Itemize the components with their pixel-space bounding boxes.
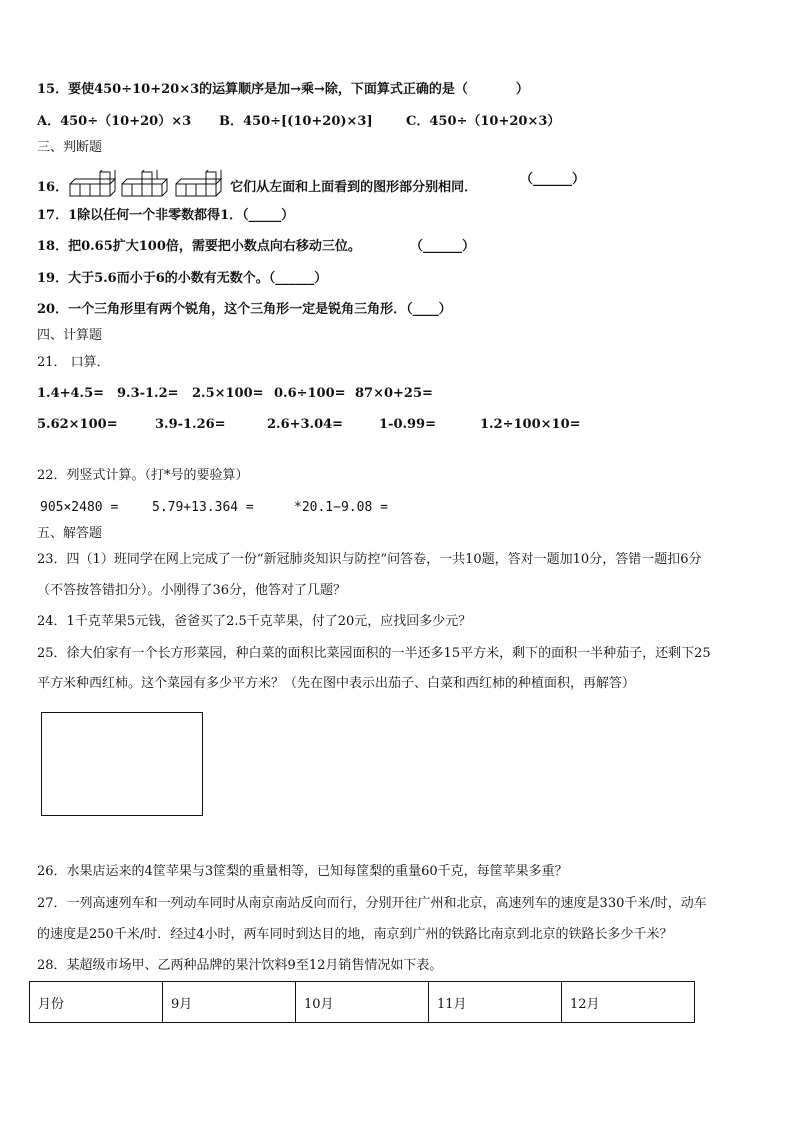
cube-figures-image [68,170,228,205]
table-header-cell: 9月 [163,982,296,1023]
q27-line1: 27．一列高速列车和一列动车同时从南京南站反向而行，分别开往广州和北京，高速列车的速度是330千米/时，动车 [37,896,707,911]
q21-row2-item: 1.2÷100×10= [480,417,581,432]
q21-row1-item: 9.3-1.2= [117,386,179,401]
q21-row1-item: 87×0+25= [355,386,433,401]
q21-row1-item: 1.4+4.5= [37,386,105,401]
q18-answer-blank[interactable]: （______） [410,239,476,254]
q28-stem: 28．某超级市场甲、乙两种品牌的果汁饮料9至12月销售情况如下表。 [37,958,443,973]
garden-rectangle-figure [41,712,203,816]
q15-option-b-row [219,114,373,130]
q21-title: 21． 口算． [37,355,110,370]
q19-stem: 19．大于5.6而小于6的小数有无数个。（______） [37,271,328,286]
q23-line1: 23．四（1）班同学在网上完成了一份“新冠肺炎知识与防控”问答卷，一共10题，答对一题加10分，答错一题扣6分 [37,552,702,567]
q21-row1-item: 0.6÷100= [274,386,346,401]
q15-option-c: C．450÷（10+20×3） [406,114,561,129]
q21-row2-item: 2.6+3.04= [267,417,344,432]
q22-item: 5.79+13.364 = [152,500,254,515]
q15-stem [37,82,529,98]
q15-text: 15．要使450÷10+20×3的运算顺序是加→乘→除，下面算式正确的是（ [37,82,468,97]
q18-stem [37,239,361,255]
q20-stem: 20．一个三角形里有两个锐角，这个三角形一定是锐角三角形．（____） [37,302,452,317]
q16-stem [37,170,477,205]
q25-line2: 平方米种西红柿。这个菜园有多少平方米？（先在图中表示出茄子、白菜和西红柿的种植面积，再解答） [37,676,636,691]
q25-line1: 25．徐大伯家有一个长方形菜园，种白菜的面积比菜园面积的一半还多15平方米，剩下的面积一半种茄子，还剩下25 [37,646,711,661]
q15-option-c-row [406,114,560,130]
q15-option-a: A．450÷（10+20）×3 [37,114,192,129]
q18-paren-row [410,239,475,255]
q22-item: 905×2480 = [40,500,119,515]
q26-stem: 26．水果店运来的4筐苹果与3筐梨的重量相等，已知每筐梨的重量60千克，每筐苹果多重？ [37,864,568,879]
sales-table [29,981,695,1023]
table-header-cell: 12月 [562,982,695,1023]
section-4-heading: 四、计算题 [37,328,103,343]
table-header-cell: 月份 [30,982,163,1023]
table-header-cell: 11月 [429,982,562,1023]
q16-paren-row [520,172,585,188]
q15-options [37,114,191,130]
q22-item: *20.1−9.08 = [294,500,388,515]
q18-text: 18．把0.65扩大100倍，需要把小数点向右移动三位。 [37,239,361,254]
q21-row2-item: 3.9-1.26= [155,417,226,432]
q23-line2: （不答按答错扣分）。小刚得了36分，他答对了几题？ [37,583,347,598]
q15-close-paren: ） [515,82,529,97]
table-header-cell: 10月 [296,982,429,1023]
table-row [30,982,695,1023]
q15-option-b: B．450÷[(10+20)×3] [219,114,373,129]
q24-stem: 24．1千克苹果5元钱，爸爸买了2.5千克苹果，付了20元，应找回多少元？ [37,614,472,629]
q21-row1-item: 2.5×100= [192,386,264,401]
q27-line2: 的速度是250千米/时．经过4小时，两车同时到达目的地，南京到广州的铁路比南京到北京的铁路长多少千米？ [37,927,673,942]
q21-row2-item: 1-0.99= [379,417,436,432]
q22-title: 22．列竖式计算。（打*号的要验算） [37,468,249,483]
section-5-heading: 五、解答题 [37,526,103,541]
q16-answer-blank[interactable]: （______） [520,172,586,187]
section-3-heading: 三、判断题 [37,140,103,155]
q21-row2-item: 5.62×100= [37,417,118,432]
q16-number: 16． [37,180,69,195]
q16-text: 它们从左面和上面看到的图形部分别相同． [230,180,478,195]
q17-stem: 17．1除以任何一个非零数都得1．（_____） [37,208,295,223]
